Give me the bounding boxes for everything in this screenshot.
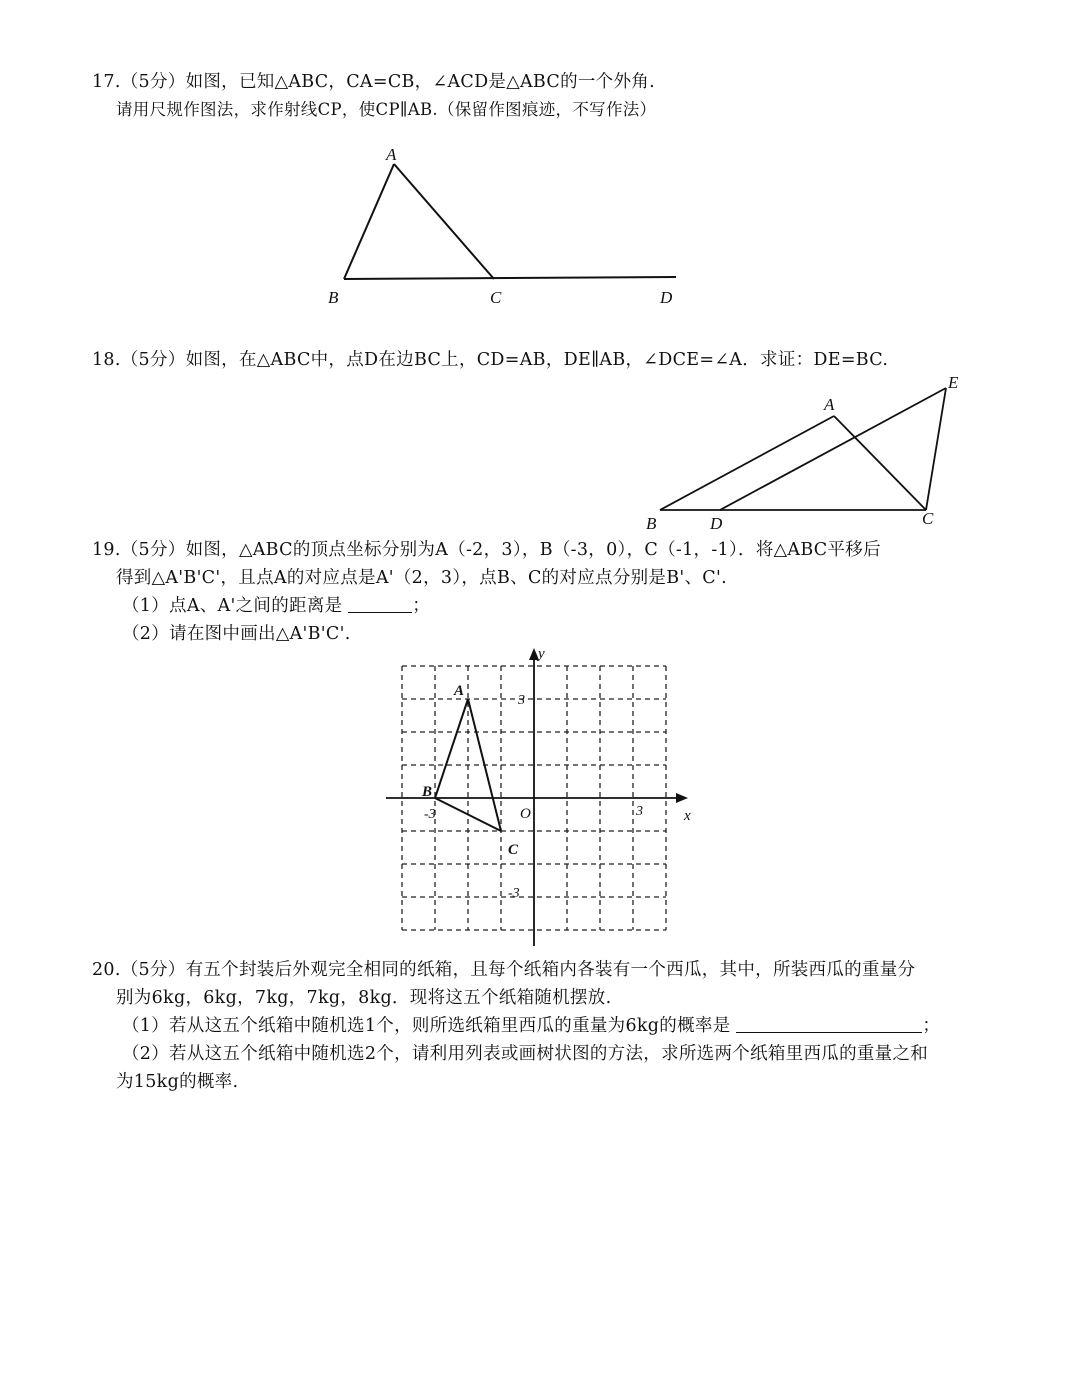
q19-coordinate-grid	[380, 640, 710, 956]
q19-part-1-text: （1）点A、A'之间的距离是	[122, 596, 343, 616]
q20-line-2: 别为6kg，6kg，7kg，7kg，8kg．现将这五个纸箱随机摆放.	[116, 988, 612, 1008]
q20-part-1-text: （1）若从这五个纸箱中随机选1个，则所选纸箱里西瓜的重量为6kg的概率是	[122, 1016, 731, 1036]
q18-label-a: A	[824, 395, 835, 414]
q19-part-1-end: ；	[412, 596, 431, 616]
q18-label-d: D	[710, 514, 723, 532]
q18-line-1: 18.（5分）如图，在△ABC中，点D在边BC上，CD=AB，DE∥AB，∠DCE=∠A．求证：DE=BC.	[92, 350, 889, 370]
q19-label-y: y	[538, 646, 545, 662]
q17-triangle-figure	[320, 140, 700, 320]
q17-line-1: 17.（5分）如图，已知△ABC，CA=CB，∠ACD是△ABC的一个外角.	[92, 72, 655, 92]
q18-label-b: B	[646, 514, 657, 532]
q18-label-c: C	[922, 509, 934, 528]
q19-answer-blank[interactable]	[348, 594, 412, 613]
q18-triangle-figure	[640, 372, 970, 532]
q17-side-ab	[344, 164, 394, 279]
q20-part-1	[122, 1014, 940, 1038]
q20-answer-blank[interactable]	[736, 1014, 922, 1033]
q19-tick-neg3-y: -3	[508, 886, 520, 901]
q19-part-1	[122, 594, 430, 618]
q19-tick-3-y: 3	[518, 693, 525, 708]
q17-side-ac	[394, 164, 494, 279]
q19-line-2: 得到△A'B'C'，且点A的对应点是A'（2，3），点B、C的对应点分别是B'、C'.	[116, 568, 727, 588]
q19-part-2: （2）请在图中画出△A'B'C'.	[122, 624, 351, 644]
q17-label-d: D	[660, 288, 673, 307]
q18-label-e: E	[948, 373, 959, 392]
q18-line-ec	[926, 388, 946, 510]
q17-label-b: B	[328, 288, 339, 307]
q17-line-bd	[344, 277, 676, 279]
q20-part-1-end: ；	[922, 1016, 941, 1036]
q19-label-x: x	[684, 808, 691, 824]
q20-line-1: 20.（5分）有五个封装后外观完全相同的纸箱，且每个纸箱内各装有一个西瓜，其中，所装西瓜的重量分	[92, 960, 916, 980]
q19-label-c: C	[508, 842, 519, 858]
q20-part-2-line-1: （2）若从这五个纸箱中随机选2个，请利用列表或画树状图的方法，求所选两个纸箱里西瓜的重量之和	[122, 1044, 929, 1064]
q19-label-o: O	[520, 806, 531, 822]
q19-label-a: A	[454, 683, 465, 699]
q19-line-1: 19.（5分）如图，△ABC的顶点坐标分别为A（-2，3），B（-3，0），C（-1，-1）．将△ABC平移后	[92, 540, 881, 560]
q19-x-axis-arrow	[676, 793, 688, 803]
q17-line-2: 请用尺规作图法，求作射线CP，使CP∥AB.（保留作图痕迹，不写作法）	[116, 100, 657, 119]
q17-label-c: C	[490, 288, 502, 307]
q19-tick-neg3-x: -3	[424, 807, 436, 822]
q20-part-2-line-2: 为15kg的概率.	[116, 1072, 239, 1092]
q18-side-ac	[834, 416, 926, 510]
q19-tick-3-x: 3	[636, 804, 643, 819]
q17-label-a: A	[386, 145, 397, 164]
q19-label-b: B	[422, 784, 433, 800]
